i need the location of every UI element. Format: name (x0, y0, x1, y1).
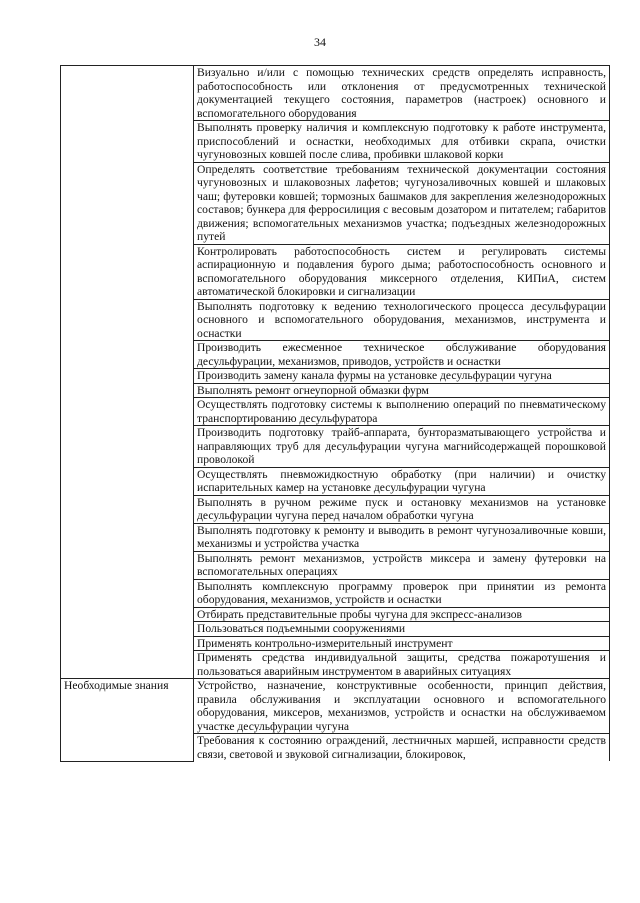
table-row (61, 66, 610, 121)
action-cell: Применять средства индивидуальной защиты, средства пожаротушения и пользоваться аварийным инструментом в аварийных ситуациях (194, 651, 610, 679)
action-cell: Выполнять комплексную программу проверок при принятии из ремонта оборудования, механизмов, устройств и оснастки (194, 579, 610, 607)
action-cell: Отбирать представительные пробы чугуна для экспресс-анализов (194, 607, 610, 622)
action-cell: Производить ежесменное техническое обслуживание оборудования десульфурации, механизмов, приводов, устройств и оснастки (194, 341, 610, 369)
requirements-table (60, 65, 610, 762)
knowledge-cell: Требования к состоянию ограждений, лестничных маршей, исправности средств связи, световой и звуковой сигнализации, блокировок, (194, 734, 610, 762)
page-number: 34 (314, 35, 326, 49)
action-cell: Выполнять проверку наличия и комплексную подготовку к работе инструмента, приспособлений и оснастки, необходимых для отбивки скрапа, очистки чугуновозных ковшей после слива, пробивки шлаковой корки (194, 121, 610, 163)
action-cell: Производить замену канала фурмы на установке десульфурации чугуна (194, 369, 610, 384)
action-cell: Определять соответствие требованиям технической документации состояния чугуновозных и шлаковозных лафетов; чугунозаливочных ковшей и шлаковых чаш; футеровки ковшей; тормозных башмаков для закрепления железнодорожных составов; бункера для ферросилиция с весовым дозатором и питателем; габаритов движения; вспомогательных механизмов участка; подъездных железнодорожных путей (194, 162, 610, 244)
action-cell: Применять контрольно-измерительный инструмент (194, 636, 610, 651)
action-cell: Осуществлять пневможидкостную обработку (при наличии) и очистку испарительных камер на установке десульфурации чугуна (194, 467, 610, 495)
table-row (61, 679, 610, 734)
action-cell: Контролировать работоспособность систем и регулировать системы аспирационную и подавления бурого дыма; работоспособность основного и вспомогательного оборудования миксерного отделения, КИПиА, систем автоматической блокировки и сигнализации (194, 244, 610, 299)
action-cell: Выполнять ремонт механизмов, устройств миксера и замену футеровки на вспомогательных операциях (194, 551, 610, 579)
action-cell: Выполнять в ручном режиме пуск и остановку механизмов на установке десульфурации чугуна перед началом обработки чугуна (194, 495, 610, 523)
action-cell: Визуально и/или с помощью технических средств определять исправность, работоспособность или отклонения от предусмотренных технической документацией текущего состояния, параметров (настроек) основного и вспомогательного оборудования (194, 66, 610, 121)
action-cell: Выполнять ремонт огнеупорной обмазки фурм (194, 383, 610, 398)
action-cell: Осуществлять подготовку системы к выполнению операций по пневматическому транспортированию десульфуратора (194, 398, 610, 426)
category-cell: Необходимые знания (61, 679, 194, 762)
action-cell: Пользоваться подъемными сооружениями (194, 622, 610, 637)
action-cell: Производить подготовку трайб-аппарата, бунторазматывающего устройства и направляющих труб для десульфурации чугуна магнийсодержащей порошковой проволокой (194, 426, 610, 468)
category-cell (61, 66, 194, 679)
action-cell: Выполнять подготовку к ведению технологического процесса десульфурации основного и вспомогательного оборудования, механизмов, инструмента и оснастки (194, 299, 610, 341)
action-cell: Выполнять подготовку к ремонту и выводить в ремонт чугунозаливочные ковши, механизмы и устройства участка (194, 523, 610, 551)
knowledge-cell: Устройство, назначение, конструктивные особенности, принцип действия, правила обслуживания и эксплуатации основного и вспомогательного оборудования, миксеров, механизмов, устройств и оснастки на обслуживаемом участке десульфурации чугуна (194, 679, 610, 734)
